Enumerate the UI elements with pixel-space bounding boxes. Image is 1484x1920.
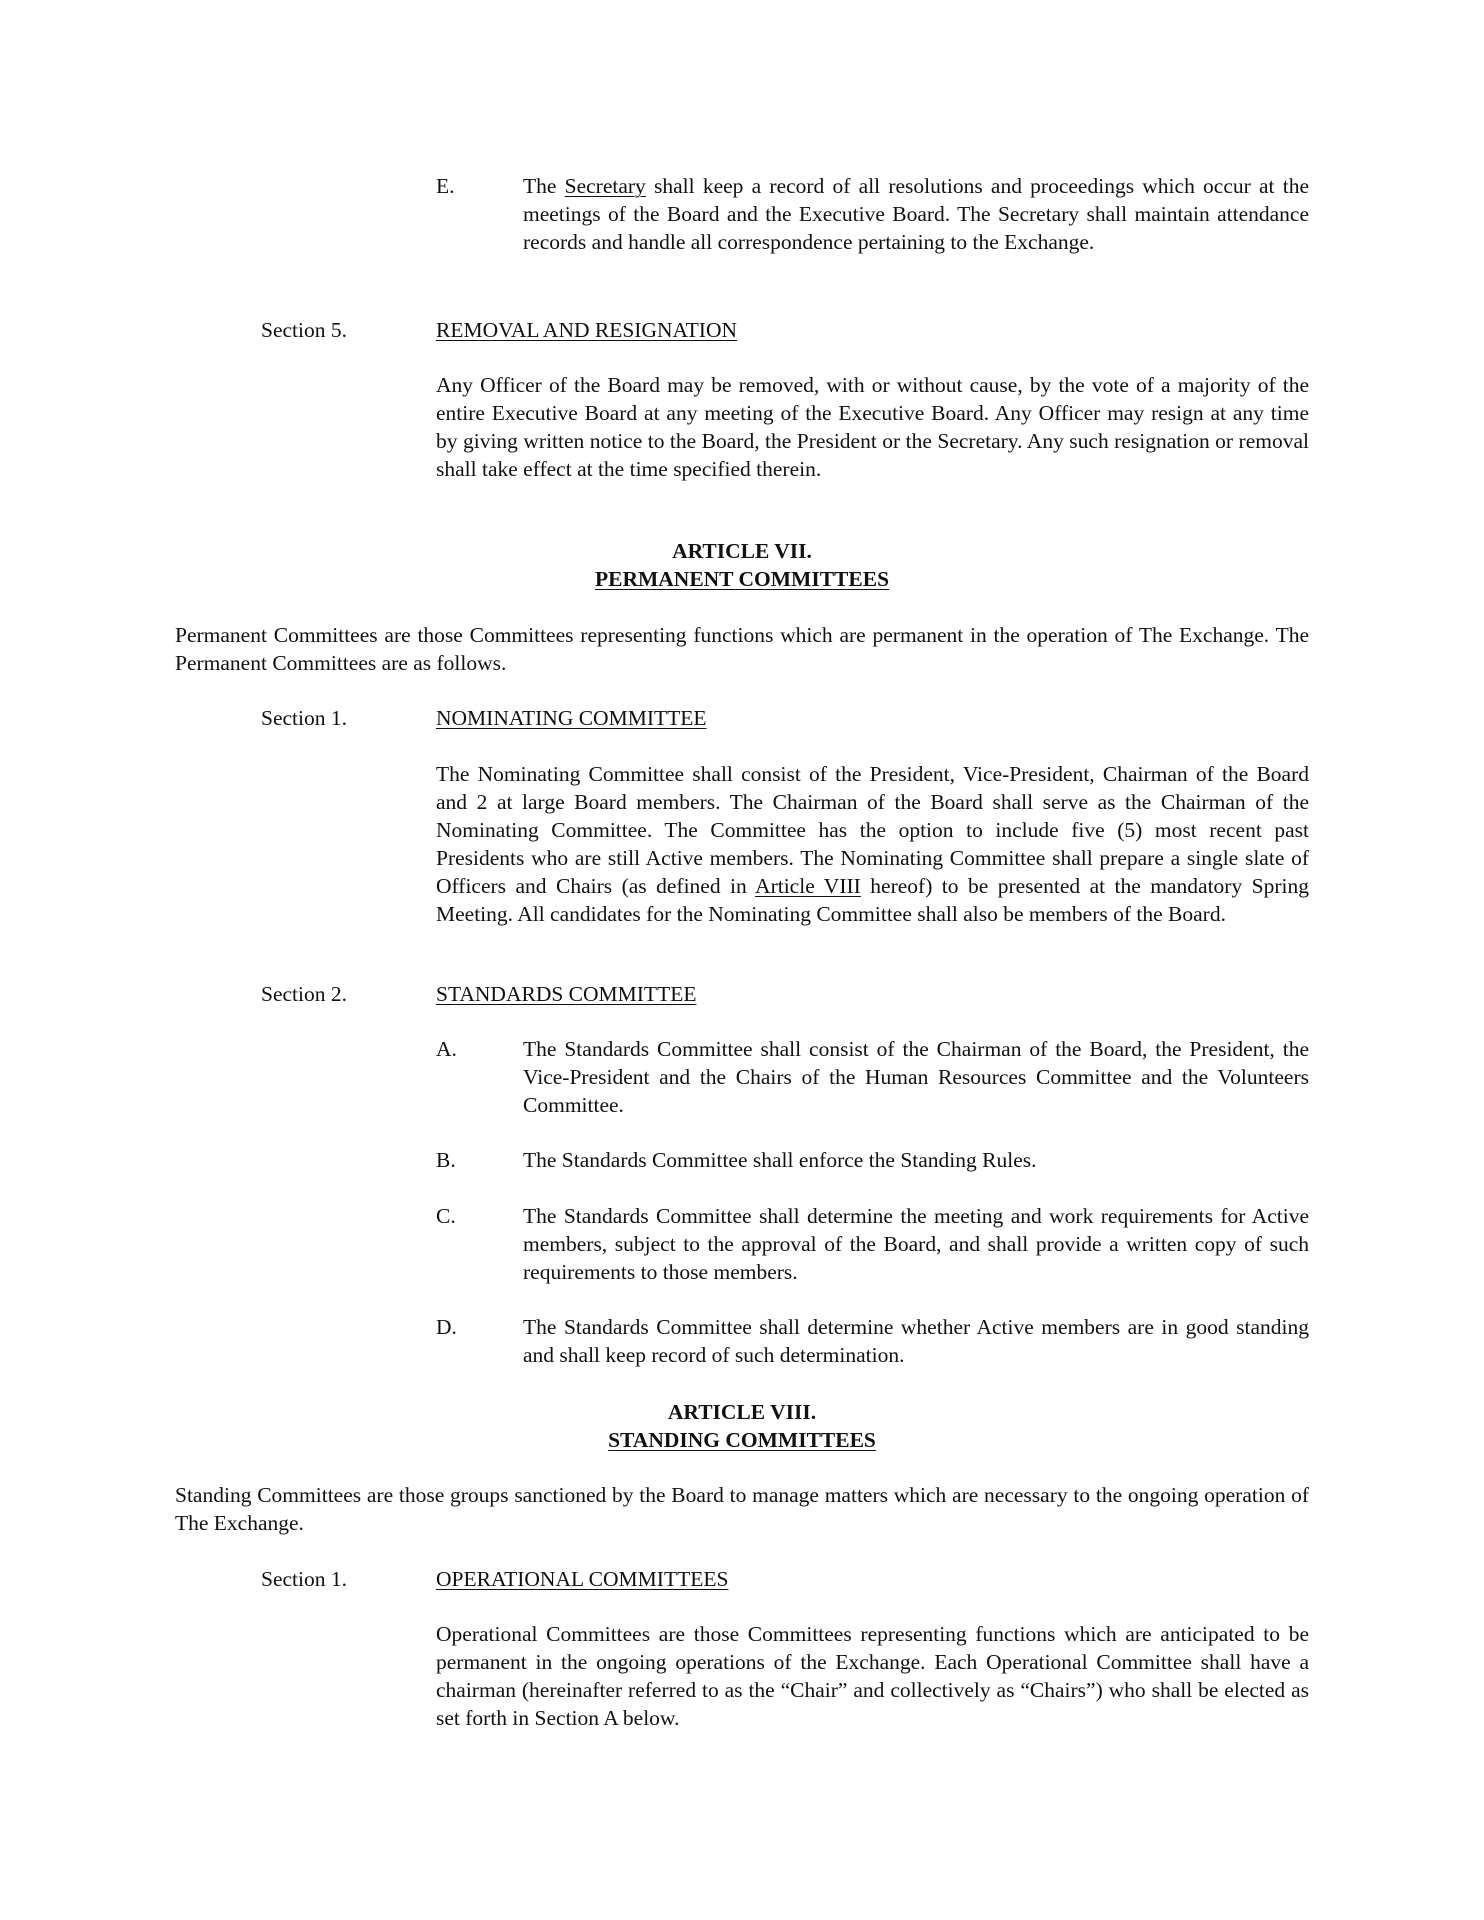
article-8-title-text: STANDING COMMITTEES — [608, 1428, 876, 1452]
article-7-title-text: PERMANENT COMMITTEES — [594, 567, 890, 591]
secretary-paragraph — [523, 172, 1309, 256]
nominating-paragraph — [436, 760, 1309, 928]
nominating-post: hereof) to be presented at the mandatory Spring Meeting. All candidates for the Nominating Committee shall also be members of the Board. — [436, 874, 1310, 926]
standards-item-b: The Standards Committee shall enforce the Standing Rules. — [523, 1148, 1037, 1172]
article-7-title — [175, 565, 1309, 593]
operational-section-label: Section 1. — [261, 1567, 347, 1591]
nominating-heading: NOMINATING COMMITTEE — [436, 706, 707, 730]
operational-paragraph: Operational Committees are those Committees representing functions which are anticipated to be permanent in the ongoing operations of the Exchange. Each Operational Committee shall have a chairman (hereinafter referred to as the “Chair” and collectively as “Chairs”) who shall be elected as set forth in Section A below. — [436, 1622, 1309, 1730]
article-8-intro: Standing Committees are those groups sanctioned by the Board to manage matters which are necessary to the ongoing operation of The Exchange. — [175, 1483, 1309, 1535]
item-letter-e: E. — [436, 174, 455, 198]
article-7-intro: Permanent Committees are those Committees representing functions which are permanent in the operation of The Exchange. The Permanent Committees are as follows. — [175, 623, 1309, 675]
section-5-label: Section 5. — [261, 318, 347, 342]
item-letter-d: D. — [436, 1315, 457, 1339]
nominating-section-label: Section 1. — [261, 706, 347, 730]
standards-section-label: Section 2. — [261, 982, 347, 1006]
standards-item-a: The Standards Committee shall consist of the Chairman of the Board, the President, the Vice-President and the Chairs of the Human Resources Committee and the Volunteers Committee. — [523, 1037, 1309, 1117]
operational-heading: OPERATIONAL COMMITTEES — [436, 1567, 729, 1591]
article-viii-reference: Article VIII — [755, 874, 861, 898]
standards-item-d: The Standards Committee shall determine whether Active members are in good standing and shall keep record of such determination. — [523, 1315, 1309, 1367]
item-letter-c: C. — [436, 1204, 456, 1228]
article-8-number — [175, 1398, 1309, 1426]
secretary-term: Secretary — [564, 174, 646, 198]
article-7-number-text: ARTICLE VII. — [672, 539, 812, 563]
secretary-post: shall keep a record of all resolutions and proceedings which occur at the meetings of the Board and the Executive Board. The Secretary shall maintain attendance records and handle all correspondence pertaining to the Exchange. — [523, 174, 1309, 254]
removal-paragraph: Any Officer of the Board may be removed, with or without cause, by the vote of a majority of the entire Executive Board at any meeting of the Executive Board. Any Officer may resign at any time by giving written notice to the Board, the President or the Secretary. Any such resignation or removal shall take effect at the time specified therein. — [436, 373, 1309, 481]
article-8-title — [175, 1426, 1309, 1454]
article-8-number-text: ARTICLE VIII. — [667, 1400, 817, 1424]
standards-item-c: The Standards Committee shall determine the meeting and work requirements for Active members, subject to the approval of the Board, and shall provide a written copy of such requirements to those members. — [523, 1204, 1309, 1284]
article-7-number — [175, 537, 1309, 565]
standards-heading: STANDARDS COMMITTEE — [436, 982, 697, 1006]
secretary-pre: The — [523, 174, 565, 198]
item-letter-a: A. — [436, 1037, 457, 1061]
item-letter-b: B. — [436, 1148, 456, 1172]
section-5-heading: REMOVAL AND RESIGNATION — [436, 318, 738, 342]
nominating-pre: The Nominating Committee shall consist of the President, Vice-President, Chairman of the Board and 2 at large Board members. The Chairman of the Board shall serve as the Chairman of the Nominating Committee. The Committee has the option to include five (5) most recent past Presidents who are still Active members. The Nominating Committee shall prepare a single slate of Officers and Chairs (as defined in — [436, 762, 1309, 898]
